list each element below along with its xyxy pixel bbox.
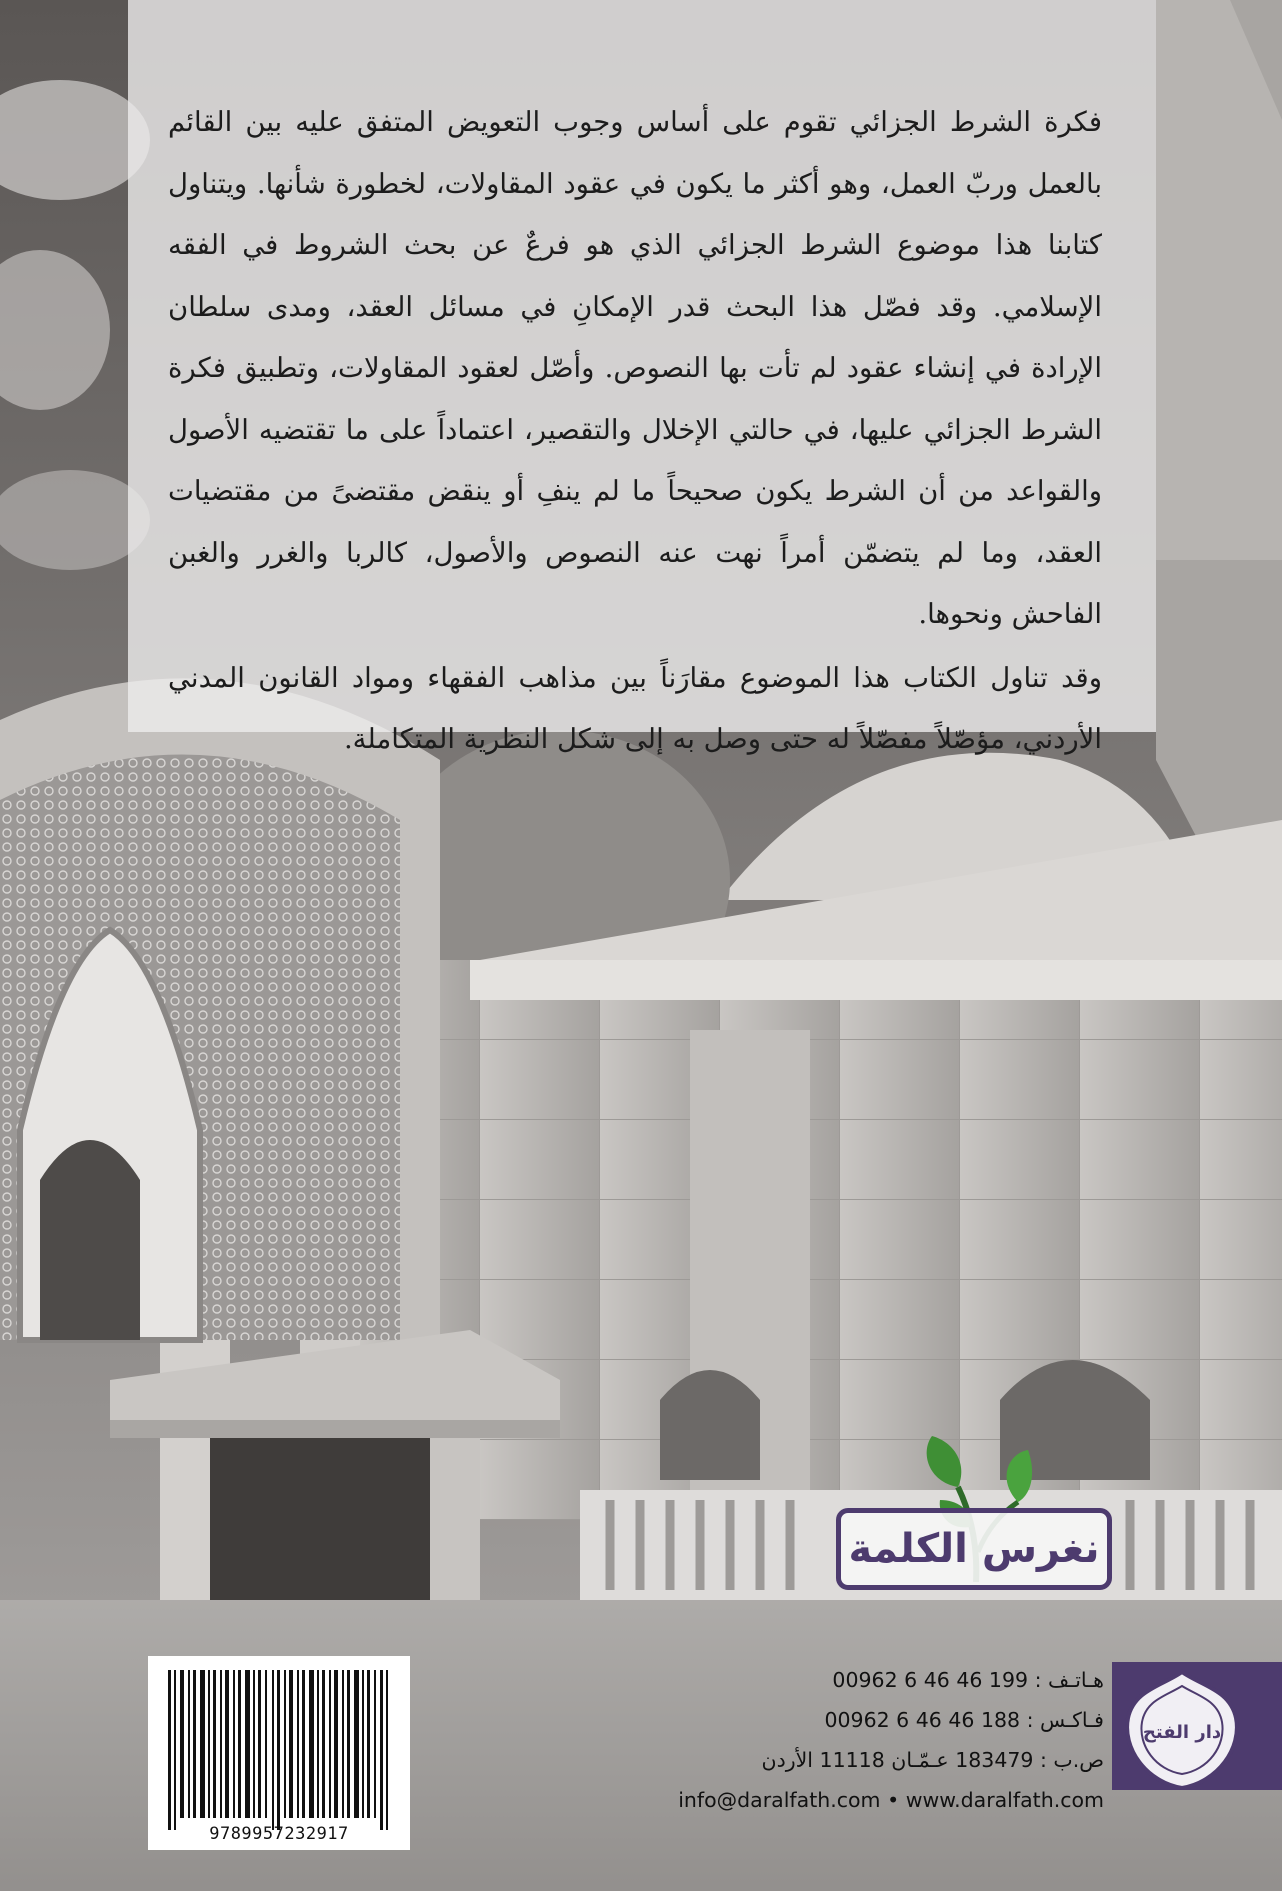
brand-logo: نغرس الكلمة: [836, 1508, 1112, 1590]
phone-line: [832, 1668, 1104, 1692]
publisher-seal-icon: [1118, 1666, 1246, 1794]
phone-label: هـاتـف :: [1034, 1668, 1104, 1692]
blurb-paragraph-1: فكرة الشرط الجزائي تقوم على أساس وجوب التعويض المتفق عليه بين القائم بالعمل وربّ العمل، وهو أكثر ما يكون في عقود المقاولات، لخطورة شأنها. ويتناول كتابنا هذا موضوع الشرط الجزائي الذي هو فرعٌ عن بحث الشروط في الفقه الإسلامي. وقد فصّل هذا البحث قدر الإمكانِ في مسائل العقد، ومدى سلطان الإرادة في إنشاء عقود لم تأت بها النصوص. وأصّل لعقود المقاولات، وتطبيق فكرة الشرط الجزائي عليها، في حالتي الإخلال والتقصير، اعتماداً على ما تقتضيه الأصول والقواعد من أن الشرط يكون صحيحاً ما لم ينفِ أو ينقض مقتضىً من مقتضيات العقد، وما لم يتضمّن أمراً نهت عنه النصوص والأصول، كالربا والغرر والغبن الفاحش ونحوها.: [168, 106, 1102, 630]
barcode-bars: [148, 1656, 410, 1850]
website-link[interactable]: www.daralfath.com: [905, 1788, 1104, 1812]
blurb-panel: [128, 0, 1156, 755]
po-box-line: ص.ب : 183479 عـمّـان 11118 الأردن: [761, 1748, 1104, 1772]
blurb-paragraph-2: وقد تناول الكتاب هذا الموضوع مقارَناً بين مذاهب الفقهاء ومواد القانون المدني الأردني، مؤصّلاً مفصّلاً له حتى وصل به إلى شكل النظرية المتكاملة.: [168, 661, 1102, 755]
fax-line: [824, 1708, 1104, 1732]
separator-dot: •: [887, 1788, 900, 1812]
barcode-digits: 9789957232917: [209, 1824, 349, 1844]
publisher-seal-text: دار الفتح: [1142, 1722, 1222, 1743]
fax-number: 00962 6 46 46 188: [824, 1708, 1021, 1732]
web-line: [678, 1788, 1104, 1812]
fax-label: فـاكـس :: [1026, 1708, 1104, 1732]
phone-number: 00962 6 46 46 199: [832, 1668, 1029, 1692]
email-link[interactable]: info@daralfath.com: [678, 1788, 881, 1812]
barcode: [148, 1656, 410, 1850]
